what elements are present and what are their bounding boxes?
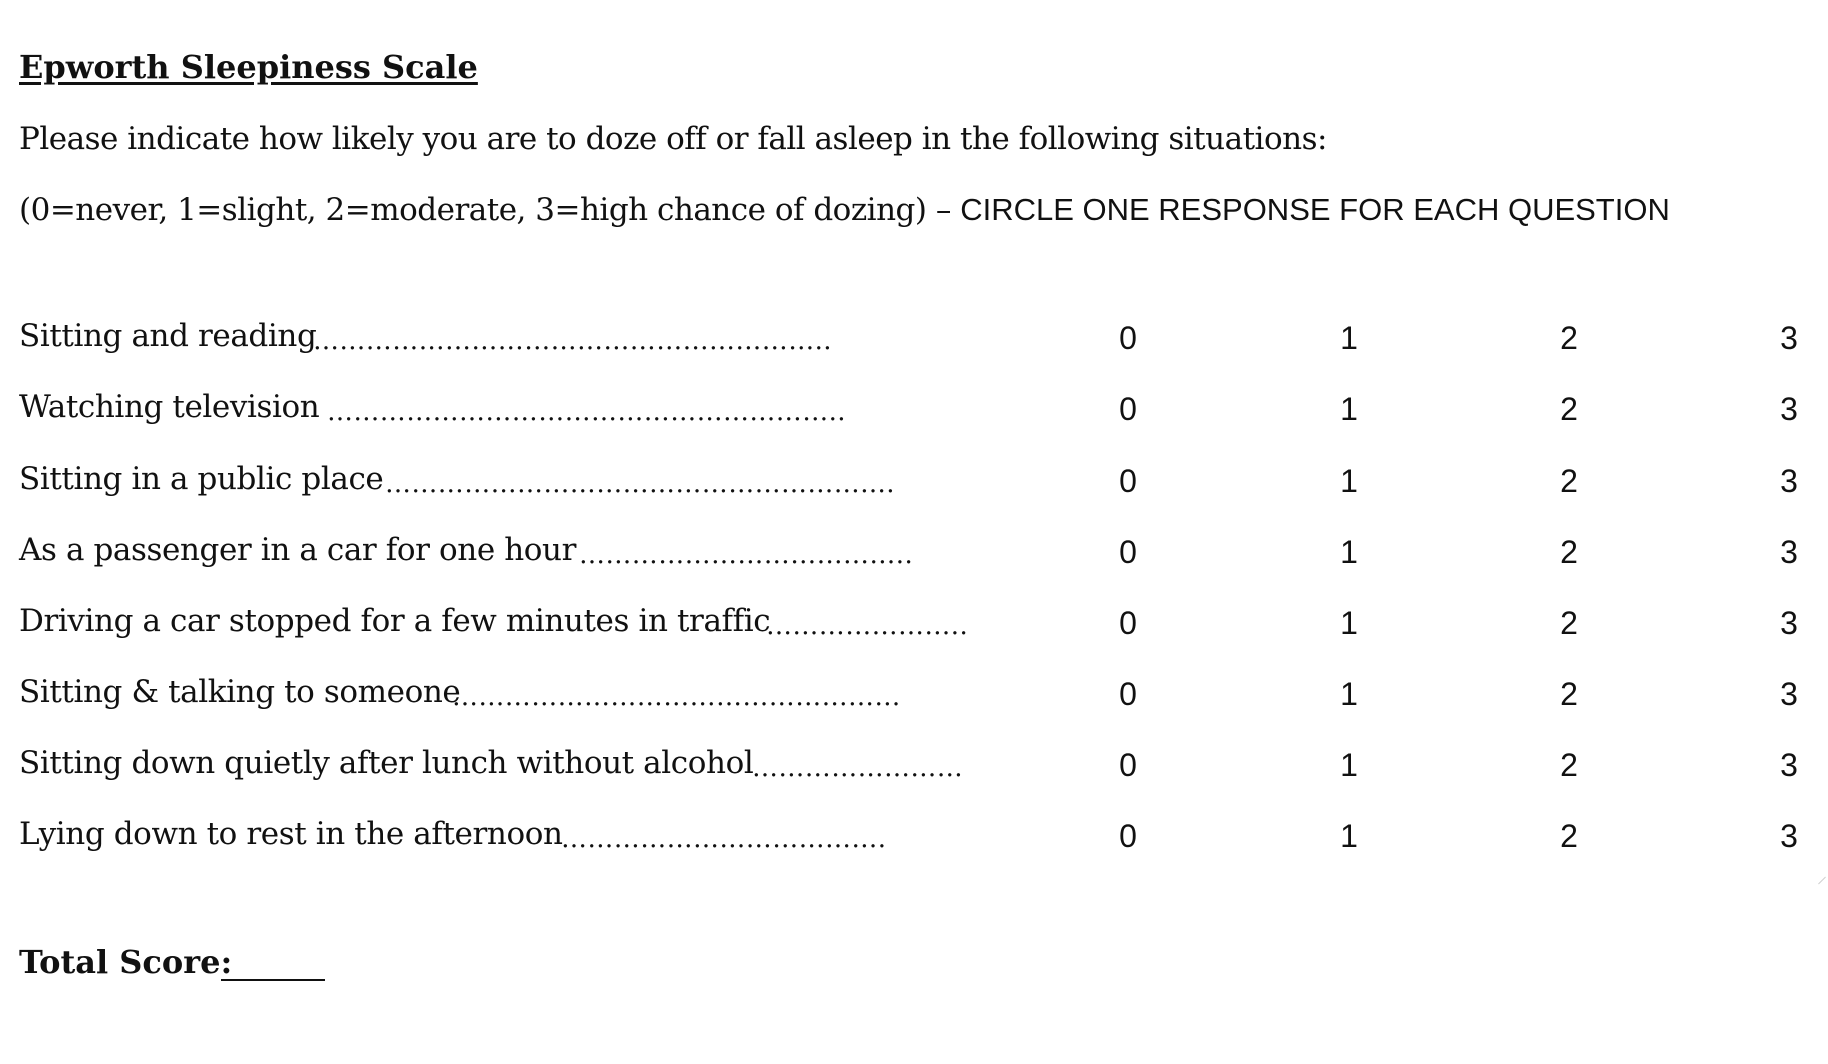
- question-label: Sitting and reading: [19, 318, 317, 354]
- option-3[interactable]: 3: [1780, 676, 1798, 712]
- option-2[interactable]: 2: [1560, 463, 1578, 499]
- circle-response-instruction: CIRCLE ONE RESPONSE FOR EACH QUESTION: [960, 192, 1670, 227]
- leader-dots: ……………………: [752, 753, 964, 783]
- question-row-car-passenger: [0, 532, 1828, 586]
- option-0[interactable]: 0: [1119, 463, 1137, 499]
- option-0[interactable]: 0: [1119, 605, 1137, 641]
- option-1[interactable]: 1: [1340, 320, 1358, 356]
- option-3[interactable]: 3: [1780, 320, 1798, 356]
- total-score-field[interactable]: [221, 955, 325, 981]
- leader-dots: ……………………………….: [561, 824, 887, 854]
- question-row-afternoon-rest: [0, 816, 1828, 870]
- option-2[interactable]: 2: [1560, 391, 1578, 427]
- question-row-public-place: [0, 461, 1828, 515]
- option-1[interactable]: 1: [1340, 747, 1358, 783]
- option-1[interactable]: 1: [1340, 391, 1358, 427]
- option-0[interactable]: 0: [1119, 534, 1137, 570]
- question-row-driving-traffic: [0, 603, 1828, 657]
- option-1[interactable]: 1: [1340, 463, 1358, 499]
- question-label: Sitting in a public place: [19, 461, 384, 497]
- question-label: As a passenger in a car for one hour: [19, 532, 577, 568]
- option-0[interactable]: 0: [1119, 676, 1137, 712]
- option-1[interactable]: 1: [1340, 818, 1358, 854]
- question-label: Driving a car stopped for a few minutes in traffic: [19, 603, 771, 639]
- leader-dots: ……………………………………………: [452, 682, 901, 712]
- option-3[interactable]: 3: [1780, 747, 1798, 783]
- leader-dots: …………………………………………………..: [327, 397, 846, 427]
- option-0[interactable]: 0: [1119, 320, 1137, 356]
- question-row-sitting-reading: [0, 318, 1828, 372]
- option-2[interactable]: 2: [1560, 605, 1578, 641]
- question-label: Sitting down quietly after lunch without alcohol: [19, 745, 754, 781]
- option-2[interactable]: 2: [1560, 818, 1578, 854]
- option-3[interactable]: 3: [1780, 534, 1798, 570]
- question-label: Lying down to rest in the afternoon: [19, 816, 563, 852]
- option-1[interactable]: 1: [1340, 676, 1358, 712]
- option-3[interactable]: 3: [1780, 391, 1798, 427]
- page-mark: [1818, 877, 1826, 885]
- option-0[interactable]: 0: [1119, 747, 1137, 783]
- option-3[interactable]: 3: [1780, 463, 1798, 499]
- scale-definition: (0=never, 1=slight, 2=moderate, 3=high chance of dozing) –: [19, 192, 961, 228]
- instruction-text: Please indicate how likely you are to doze off or fall asleep in the following situations:: [19, 121, 1327, 157]
- option-2[interactable]: 2: [1560, 320, 1578, 356]
- question-label: Watching television: [19, 389, 320, 425]
- option-1[interactable]: 1: [1340, 605, 1358, 641]
- option-3[interactable]: 3: [1780, 605, 1798, 641]
- question-row-after-lunch: [0, 745, 1828, 799]
- leader-dots: …………………..: [766, 611, 969, 641]
- question-row-watching-television: [0, 389, 1828, 443]
- document-title: Epworth Sleepiness Scale: [19, 48, 478, 86]
- option-0[interactable]: 0: [1119, 391, 1137, 427]
- total-score-label: Total Score:: [19, 943, 233, 981]
- option-2[interactable]: 2: [1560, 747, 1578, 783]
- option-1[interactable]: 1: [1340, 534, 1358, 570]
- scale-instruction: [19, 192, 1670, 228]
- option-2[interactable]: 2: [1560, 676, 1578, 712]
- leader-dots: ………………………………………………....: [385, 469, 895, 499]
- option-3[interactable]: 3: [1780, 818, 1798, 854]
- option-2[interactable]: 2: [1560, 534, 1578, 570]
- option-0[interactable]: 0: [1119, 818, 1137, 854]
- leader-dots: ………………………………..: [579, 540, 914, 570]
- question-row-talking: [0, 674, 1828, 728]
- leader-dots: …………………………………………………..: [313, 326, 832, 356]
- question-label: Sitting & talking to someone: [19, 674, 461, 710]
